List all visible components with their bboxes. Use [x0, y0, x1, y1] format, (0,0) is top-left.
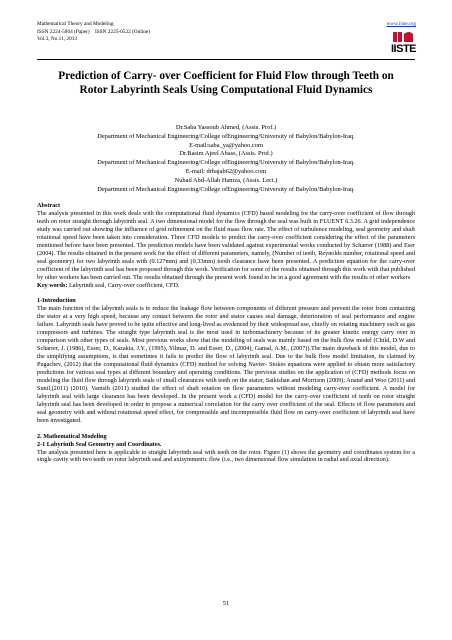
volume-line: Vol.3, No.11, 2013: [37, 36, 78, 42]
author-email: E-mail: drbajab62@yahoo.com: [185, 167, 267, 175]
author-name: Dr.Saba Yassoub Ahmed, (Assis. Prof.): [175, 124, 277, 131]
journal-url-link[interactable]: www.iiste.org: [386, 21, 416, 27]
abstract-text: The analysis presented in this work deals with the computational fluid dynamics (CFD) based modeling for the carry-over coefficient of flow through teeth on rotor straight through labyrinth seal. A two dimensional model for the flow through the seal was built in FLUENT 6.3.26. A grid independence study was carried out showing the influence of grid refinement on the fluid mass flow rate. The effect of turbulence modeling, seal geometry and shaft rotational speed have been taken into consideration. Three CFD models to predict the carry-over coefficient considering the effect of the parameters mentioned before have been presented. The prediction models have been validated against experimental works conducted by Scharrer (1988) and Eser (2004). The results obtained in the present work for the effect of different parameters, namely, (Number of teeth, Reynolds number, rotational speed and seal geometry) for two labyrinth seals with (0.127mm) and (0.33mm) tooth clearance have been presented. A prediction equation for the carry-over coefficient of the labyrinth seal has been proposed through this work. Verification for some of the results obtained through this work with that published by other workers has been carried out. The results obtained through the present work found to be in a good agreement with the results of other workers: [37, 209, 415, 281]
author-name: Nuhad Abd-Allah Hamza, (Assis. Lect.): [174, 176, 278, 184]
author-affiliation: Department of Mechanical Engineering/College ofEngineering/University of Babylon/Babylon-Iraq.: [97, 185, 355, 193]
header-rule: [37, 59, 415, 60]
abstract-heading: Abstract: [37, 202, 61, 209]
journal-name: Mathematical Theory and Modeling: [37, 21, 114, 27]
keywords-line: [37, 282, 415, 290]
section2-text: The analysis presented here is applicable to straight labyrinth seal with teeth on the rotor. Figure (1) shows the geometry and coordinates system for a single cavity with two teeth on rotor labyrinth seal and axisymmetric flow (i.e., two dimensional flow simulation in radial and axial direction).: [37, 448, 415, 464]
keywords-label: Key words:: [37, 281, 68, 289]
author-email: E-mail:saba_ya@yahoo.com: [189, 141, 263, 149]
author-name: Dr.Basim Ajeel Abass, (Assis. Prof.): [179, 150, 273, 158]
iiste-logo: [391, 31, 415, 57]
issn-line: ISSN 2224-5804 (Paper) ISSN 2225-0522 (Online): [37, 28, 150, 35]
page-number: 51: [222, 600, 230, 607]
author-affiliation: Department of Mechanical Engineering/College ofEngineering/University of Babylon/Babylon-Iraq.: [97, 132, 355, 140]
logo-text: IISTE: [391, 43, 417, 55]
paper-title: Prediction of Carry- over Coefficient for Fluid Flow through Teeth on Rotor Labyrinth Seals Using Computational Fluid Dynamics: [58, 70, 394, 96]
intro-text: The main function of the labyrinth seals is to reduce the leakage flow between components of different pressure and prevent the rotor from contacting the stator at a very high speed, because any contact between the rotor and stator causes seal damage, deterioration of seal performance and engine failure. Labyrinth seals have proved to be quite effective and long-lived as evidenced by their widespread use, chiefly on rotating machinery such as gas compressors and turbines. The straight type labyrinth seal is the most used in turbomachinery because of its greater kinetic energy carry over in comparison with other types of seals. Most previous works show that the modeling of seals was mainly based on the bulk flow model (Child, D.W and Scharrer, J. (1986), Esser, D., Kazakia, J.Y., (1995), Yilmaz, D. and Esser, D., (2004), Gamal, A.M., (2007)).The main drawback of this model, due to the simplifying assumptions, is that sometimes it fails to predict the flow of labyrinth seal. Due to the bulk flow model limitation, its claimed by Pugachev, (2012) that the computational fluid dynamics (CFD) method for solving Navier- Stokes equations were applied to obtain more satisfactory predictions for various seal types at different boundary and operating conditions. The previous studies on the application of (CFD) methods focus on modeling the fluid flow through labyrinth seals of small clearances with teeth on the stator, Saikishan and Morrison (2009); Anand and Woo (2011) and Sunil,(2011) (2010). Vamsih (2011) studied the effect of shaft rotation on flow parameters without modeling carry-over coefficient. A model for labyrinth seal with large clearance has been developed. In the present work a (CFD) model for the carry-over coefficient of teeth on rotor straight labyrinth seal has been developed in order to propose a numerical correlation for the carry over coefficient of the seal. Effects of flow parameters and seal geometry with and without rotational speed effect, for compressible and incompressible fluid flow on carry-over coefficient of labyrinth seal have been investigated.: [37, 305, 415, 424]
author-block: [37, 124, 415, 194]
section2-subheading: 2-1 Labyrinth Seal Geometry and Coordinates.: [37, 440, 162, 448]
intro-heading: 1-Introduction: [37, 297, 76, 305]
section2-heading: 2. Mathematical Modeling: [37, 432, 107, 440]
keywords-text: Labyrinth seal, Carry-over coefficient, CFD.: [67, 281, 180, 289]
author-affiliation: Department of Mechanical Engineering/College ofEngineering/University of Babylon/Babylon-Iraq.: [97, 159, 355, 167]
paper-body: [37, 202, 415, 464]
